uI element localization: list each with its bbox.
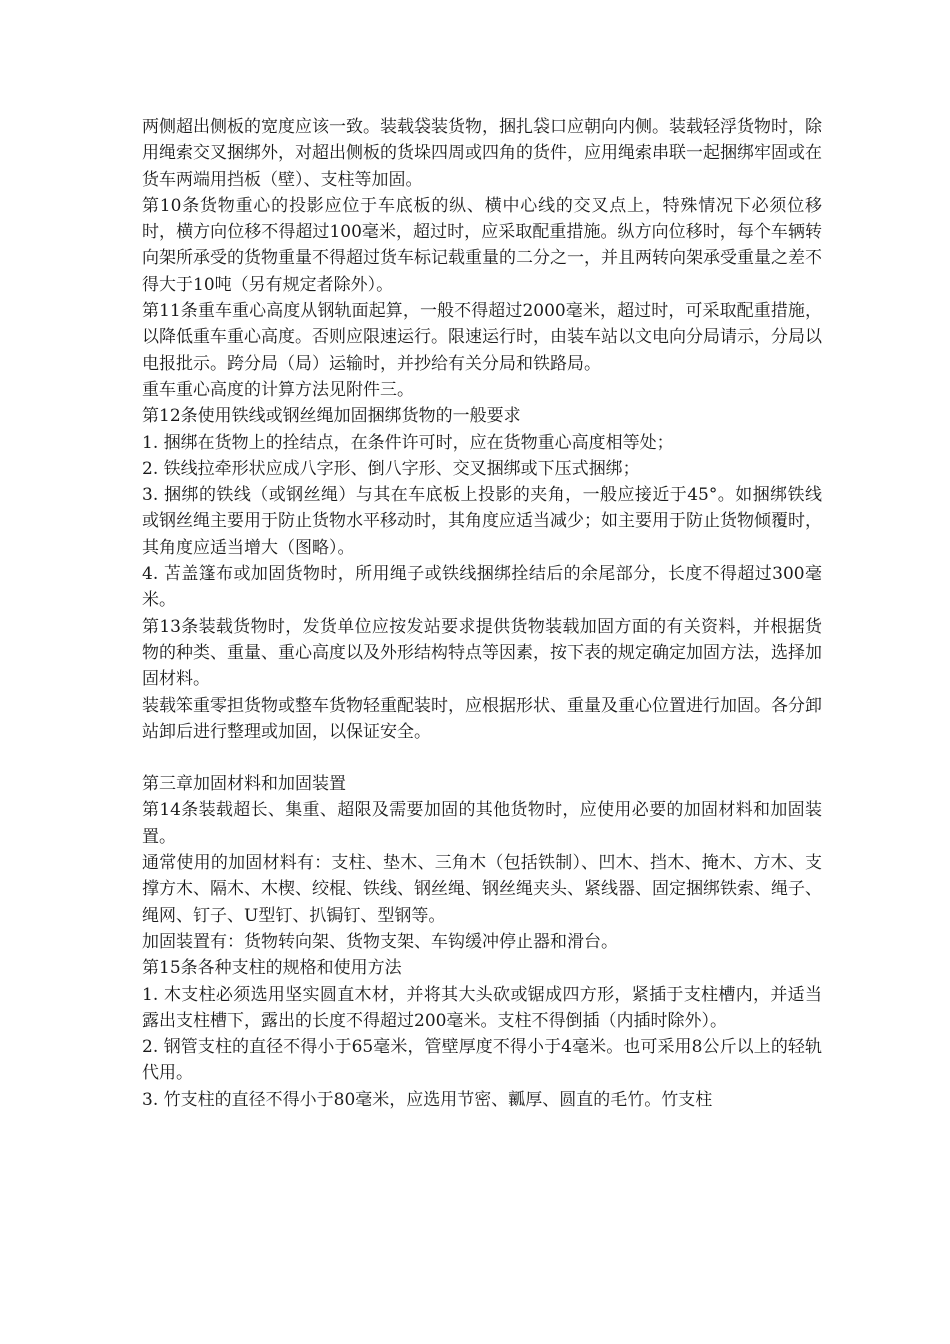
article-12-item-2: 2. 铁线拉牵形状应成八字形、倒八字形、交叉捆绑或下压式捆绑； (142, 458, 640, 479)
paragraph-continuation: 两侧超出侧板的宽度应该一致。装载袋装货物，捆扎袋口应朝向内侧。装载轻浮货物时，除用绳索交叉捆绑外，对超出侧板的货垛四周或四角的货件，应用绳索串联一起捆绑牢固或在货车两端用挡板（壁）、支柱等加固。 (142, 117, 822, 190)
article-10: 第10条货物重心的投影应位于车底板的纵、横中心线的交叉点上，特殊情况下必须位移时，横方向位移不得超过100毫米，超过时，应采取配重措施。纵方向位移时，每个车辆转向架所承受的货物重量不得超过货车标记载重量的二分之一，并且两转向架承受重量之差不得大于10吨（另有规定者除外）。 (142, 195, 822, 295)
article-12-item-1: 1. 捆绑在货物上的拴结点，在条件许可时，应在货物重心高度相等处； (142, 432, 674, 453)
chapter-3-heading: 第三章加固材料和加固装置 (142, 774, 346, 795)
article-12-item-3: 3. 捆绑的铁线（或钢丝绳）与其在车底板上投影的夹角，一般应接近于45°。如捆绑铁线或钢丝绳主要用于防止货物水平移动时，其角度应适当减少；如主要用于防止货物倾覆时，其角度应适当增大（图略）。 (142, 485, 822, 558)
article-15-heading: 第15条各种支柱的规格和使用方法 (142, 958, 402, 979)
article-15-item-3: 3. 竹支柱的直径不得小于80毫米，应选用节密、瓤厚、圆直的毛竹。竹支柱 (142, 1089, 713, 1110)
article-12-heading: 第12条使用铁线或钢丝绳加固捆绑货物的一般要求 (142, 406, 521, 427)
blank-line (142, 745, 822, 771)
article-14: 第14条装载超长、集重、超限及需要加固的其他货物时，应使用必要的加固材料和加固装置。 (142, 800, 822, 847)
paragraph-devices: 加固装置有：货物转向架、货物支架、车钩缓冲停止器和滑台。 (142, 931, 618, 952)
article-15-item-2: 2. 钢管支柱的直径不得小于65毫米，管壁厚度不得小于4毫米。也可采用8公斤以上的轻轨代用。 (142, 1037, 822, 1084)
article-11: 第11条重车重心高度从钢轨面起算，一般不得超过2000毫米，超过时，可采取配重措施，以降低重车重心高度。否则应限速运行。限速运行时，由装车站以文电向分局请示，分局以电报批示。跨分局（局）运输时，并抄给有关分局和铁路局。 (142, 301, 822, 374)
paragraph-heavy-goods: 装载笨重零担货物或整车货物轻重配装时，应根据形状、重量及重心位置进行加固。各分卸站卸后进行整理或加固，以保证安全。 (142, 695, 822, 742)
document-body (142, 114, 822, 1113)
paragraph-calc-method: 重车重心高度的计算方法见附件三。 (142, 379, 414, 400)
article-15-item-1: 1. 木支柱必须选用坚实圆直木材，并将其大头砍或锯成四方形，紧插于支柱槽内，并适当露出支柱槽下，露出的长度不得超过200毫米。支柱不得倒插（内插时除外）。 (142, 984, 822, 1031)
paragraph-materials: 通常使用的加固材料有：支柱、垫木、三角木（包括铁制）、凹木、挡木、掩木、方木、支撑方木、隔木、木楔、绞棍、铁线、钢丝绳、钢丝绳夹头、紧线器、固定捆绑铁索、绳子、绳网、钉子、U型钉、扒锔钉、型钢等。 (142, 853, 822, 926)
article-13: 第13条装载货物时，发货单位应按发站要求提供货物装载加固方面的有关资料，并根据货物的种类、重量、重心高度以及外形结构特点等因素，按下表的规定确定加固方法，选择加固材料。 (142, 616, 822, 690)
article-12-item-4: 4. 苫盖篷布或加固货物时，所用绳子或铁线捆绑拴结后的余尾部分，长度不得超过300毫米。 (142, 564, 822, 611)
